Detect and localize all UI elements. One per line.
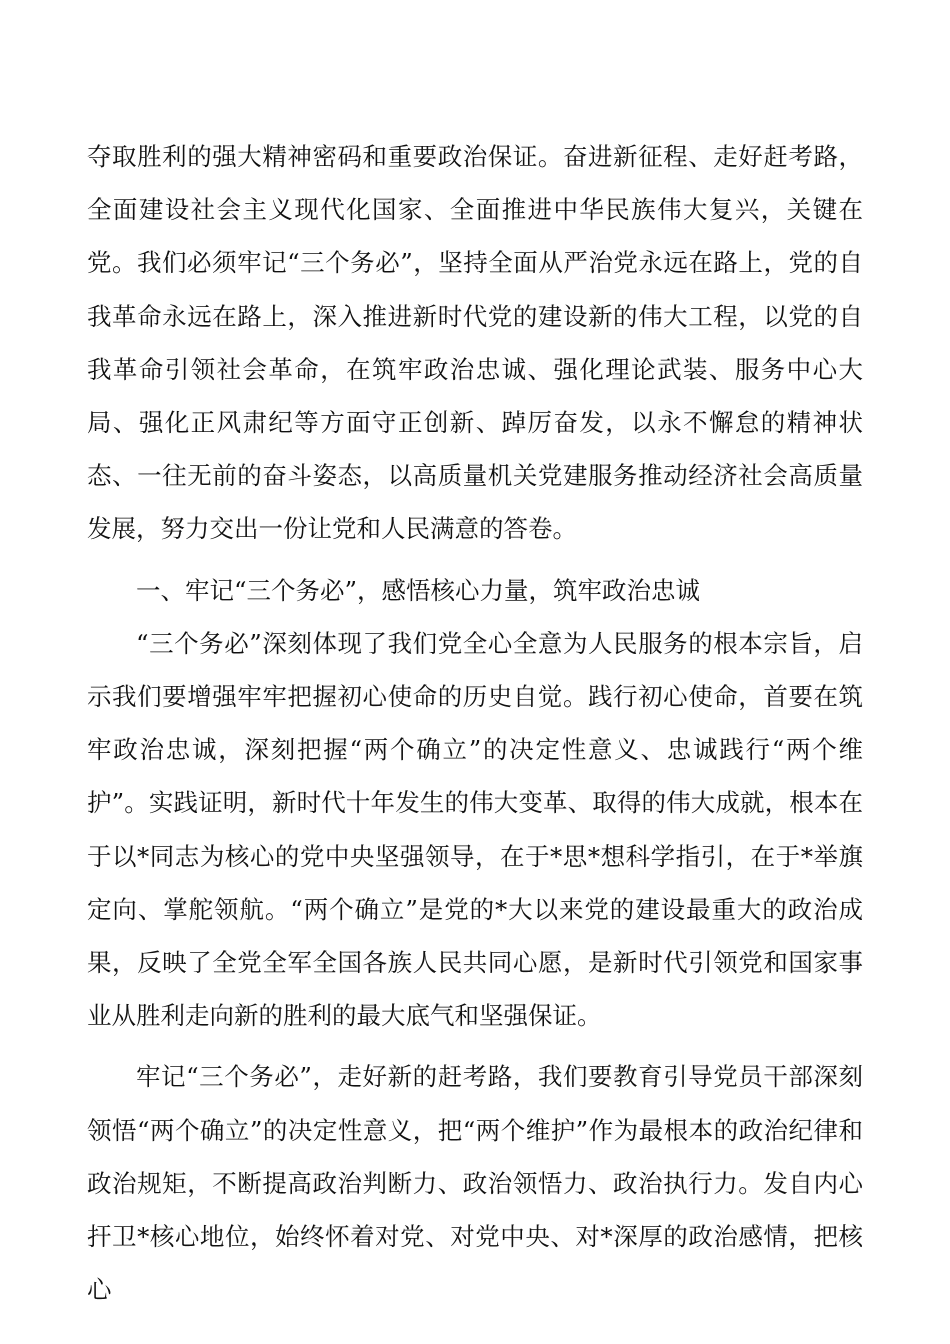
paragraph: “三个务必”深刻体现了我们党全心全意为人民服务的根本宗旨，启示我们要增强牢牢把握初心使命的历史自觉。践行初心使命，首要在筑牢政治忠诚，深刻把握“两个确立”的决定性意义、忠诚践行“两个维护”。实践证明，新时代十年发生的伟大变革、取得的伟大成就，根本在于以*同志为核心的党中央坚强领导，在于*思*想科学指引，在于*举旗定向、掌舵领航。“两个确立”是党的*大以来党的建设最重大的政治成果，反映了全党全军全国各族人民共同心愿，是新时代引领党和国家事业从胜利走向新的胜利的最大底气和坚强保证。 (87, 628, 863, 1031)
document-body (87, 130, 863, 1316)
paragraph: 牢记“三个务必”，走好新的赶考路，我们要教育引导党员干部深刻领悟“两个确立”的决定性意义，把“两个维护”作为最根本的政治纪律和政治规矩，不断提高政治判断力、政治领悟力、政治执行力。发自内心扞卫*核心地位，始终怀着对党、对党中央、对*深厚的政治感情，把核心 (87, 1062, 863, 1305)
paragraph-continuation: 夺取胜利的强大精神密码和重要政治保证。奋进新征程、走好赶考路，全面建设社会主义现代化国家、全面推进中华民族伟大复兴，关键在党。我们必须牢记“三个务必”，坚持全面从严治党永远在路上，党的自我革命永远在路上，深入推进新时代党的建设新的伟大工程，以党的自我革命引领社会革命，在筑牢政治忠诚、强化理论武装、服务中心大局、强化正风肃纪等方面守正创新、踔厉奋发，以永不懈怠的精神状态、一往无前的奋斗姿态，以高质量机关党建服务推动经济社会高质量发展，努力交出一份让党和人民满意的答卷。 (87, 142, 863, 544)
section-heading: 一、牢记“三个务必”，感悟核心力量，筑牢政治忠诚 (136, 575, 701, 605)
